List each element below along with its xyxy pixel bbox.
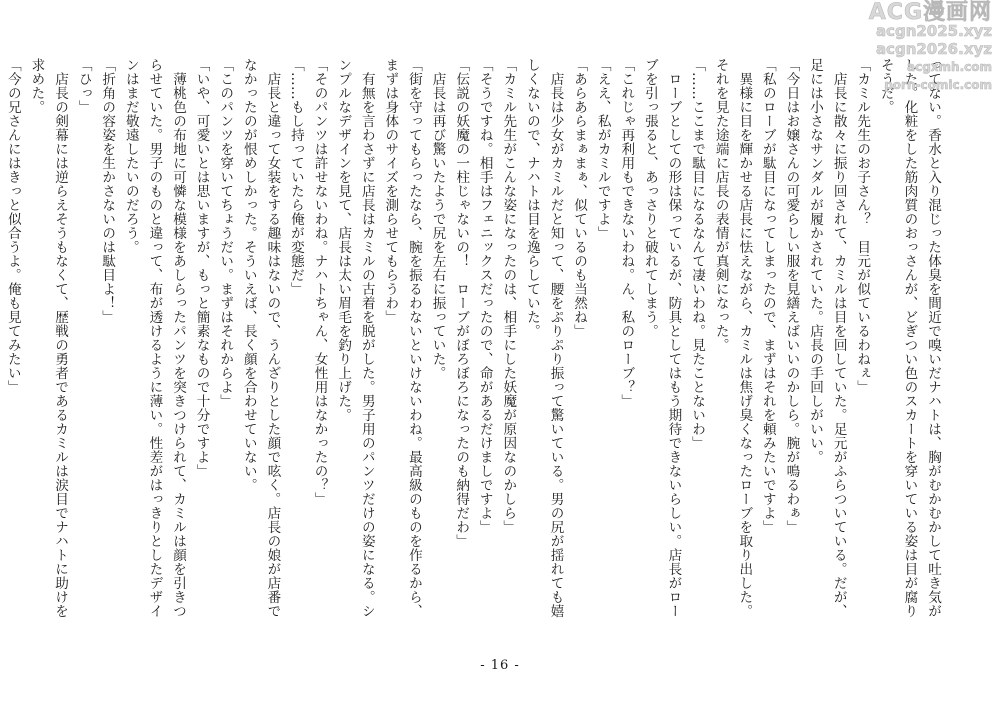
watermark-logo: ACG漫画网 — [868, 0, 992, 25]
text-line: ンはまだ敬遠したいのだろう。 — [122, 58, 139, 254]
text-line: 「このパンツを穿いてちょうだい。まずはそれからよ」 — [217, 58, 234, 408]
text-line: 「折角の容姿を生かさないのは駄目よ！」 — [99, 58, 116, 324]
text-line: した。化粧をした筋肉質のおっさんが、どぎつい色のスカートを穿いている姿は目が腐り — [901, 58, 918, 618]
text-line: 店長は少女がカミルだと知って、腰をぷりぷり振って驚いている。男の尻が揺れても嬉 — [547, 58, 564, 618]
text-line: 「カミル先生がこんな姿になったのは、相手にした妖魔が原因なのかしら」 — [500, 58, 517, 534]
text-line: 「街を守ってもらったなら、腕を振るわないといけないわね。最高級のものを作るから、 — [405, 58, 422, 618]
text-line: まずは身体のサイズを測らせてもらうわ」 — [382, 58, 399, 324]
text-line: 「ひっ」 — [75, 58, 92, 114]
text-line: 有無を言わさずに店長はカミルの古着を脱がした。男子用のパンツだけの姿になる。シ — [358, 58, 375, 618]
text-line: 異様に目を輝かせる店長に怯えながら、カミルは焦げ臭くなったローブを取り出した。 — [736, 58, 753, 618]
text-line: 店長と違って女装をする趣味はないので、うんざりとした顔で呟く。店長の娘が店番で — [264, 58, 281, 618]
text-line: 足には小さなサンダルが履かされていた。店長の手回しがいい。 — [807, 58, 824, 464]
text-line: 「そうですね。相手はフェニックスだったので、命があるだけましですよ」 — [476, 58, 493, 534]
text-line: ブを引っ張ると、あっさりと破れてしまう。 — [641, 58, 658, 338]
text-line: らせていた。男子のものと違って、布が透けるように薄い。性差がはっきりとしたデザイ — [146, 58, 163, 618]
text-line: 「私のローブが駄目になってしまったので、まずはそれを頼みたいですよ」 — [759, 58, 776, 534]
text-line: 店長に散々に振り回されて、カミルは目を回していた。足元がふらついている。だが、 — [830, 58, 847, 618]
text-line: ローブとしての形は保っているが、防具としてはもう期待できないらしい。店長がロー — [665, 58, 682, 618]
watermark-url-3: acgxmh.com — [906, 60, 992, 74]
watermark-url-4: porn-comic.com — [884, 78, 992, 92]
text-line: 店長は再び驚いたようで尻を左右に振っていた。 — [429, 58, 446, 380]
text-line: 「これじゃ再利用もできないわね。ん、私のローブ？」 — [618, 58, 635, 408]
text-line: 「そのパンツは許せないわね。ナハトちゃん、女性用はなかったの？」 — [311, 58, 328, 506]
text-line: 「伝説の妖魔の一柱じゃないの！ ローブがぼろぼろになったのも納得だわ」 — [453, 58, 470, 548]
text-line: 「今日はお嬢さんの可愛らしい服を見繕えばいいのかしら。腕が鳴るわぁ」 — [783, 58, 800, 534]
text-line: 求めた。 — [28, 58, 45, 114]
text-line: ンプルなデザインを見て、店長は太い眉毛を釣り上げた。 — [335, 58, 352, 422]
text-line: それを見た途端に店長の表情が真剣になった。 — [712, 58, 729, 352]
text-line: しくないので、ナハトは目を逸らしていた。 — [523, 58, 540, 338]
watermark-url-2: acgn2026.xyz — [875, 40, 992, 58]
text-line: なかったのが恨めしかった。そういえば、長く顔を合わせていない。 — [240, 58, 257, 492]
watermark — [792, 0, 992, 94]
text-line: 店長の剣幕には逆らえそうもなくて、歴戦の勇者であるカミルは涙目でナハトに助けを — [52, 58, 69, 618]
page-number: - 16 - — [480, 658, 520, 673]
text-line: 「ええ、私がカミルですよ」 — [594, 58, 611, 240]
text-line: ってない。香水と入り混じった体臭を間近で嗅いだナハトは、胸がむかむかして吐き気が — [925, 58, 941, 618]
vertical-text-body — [4, 58, 944, 643]
watermark-url-1: acgn2025.xyz — [875, 22, 992, 40]
text-line: 「今の兄さんにはきっと似合うよ。俺も見てみたい」 — [4, 58, 21, 394]
text-line: 「いや、可愛いとは思いますが、もっと簡素なもので十分ですよ」 — [193, 58, 210, 478]
text-line: 「……もし持っていたら俺が変態だ」 — [287, 58, 304, 296]
text-line: 薄桃色の布地に可憐な模様をあしらったパンツを突きつけられて、カミルは顔を引きつ — [170, 58, 186, 618]
text-line: 「……ここまで駄目になるなんて凄いわね。見たことないわ」 — [689, 58, 706, 450]
text-line: 「カミル先生のお子さん？ 目元が似ているわねぇ」 — [854, 58, 871, 394]
text-line: そうだ。 — [877, 58, 894, 114]
text-line: 「あらあらまぁまぁ、似ているのも当然ね」 — [571, 58, 588, 338]
